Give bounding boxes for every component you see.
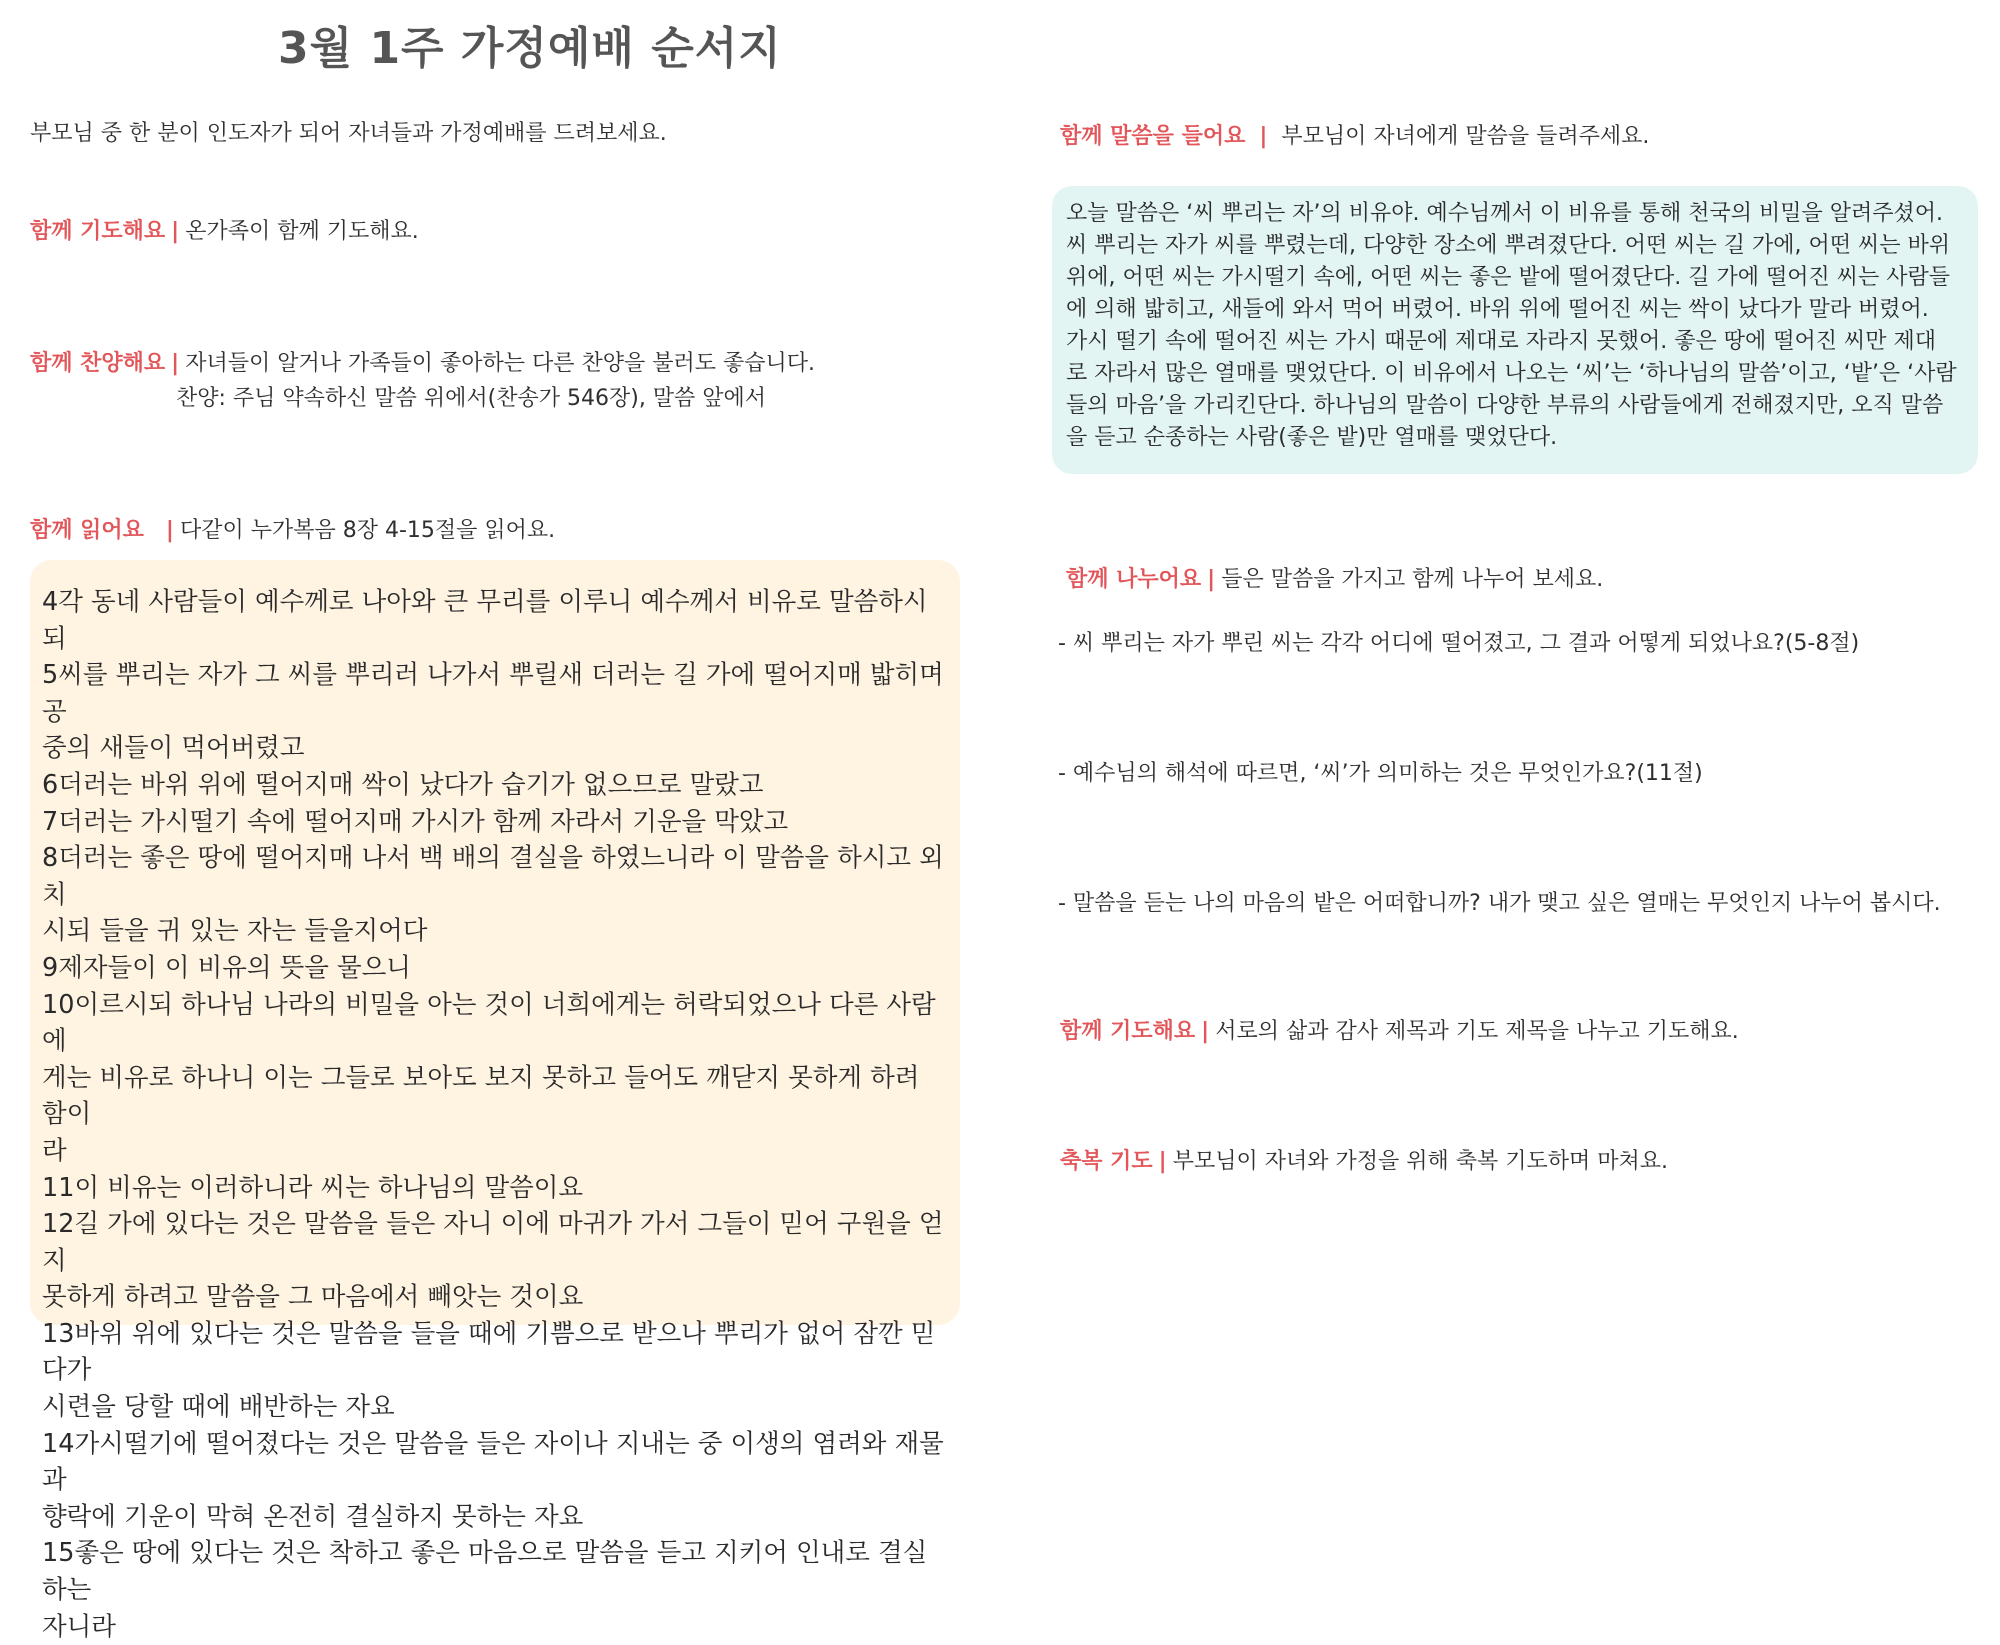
intro-text: 부모님 중 한 분이 인도자가 되어 자녀들과 가정예배를 드려보세요. <box>30 121 667 146</box>
scripture-line: 15좋은 땅에 있다는 것은 착하고 좋은 마음으로 말씀을 듣고 지키어 인내로 결실하는 <box>42 1538 928 1606</box>
scripture-line: 4각 동네 사람들이 예수께로 나아와 큰 무리를 이루니 예수께서 비유로 말씀하시되 <box>42 587 928 654</box>
sermon-line: 들의 마음’을 가리킨단다. 하나님의 말씀이 다양한 부류의 사람들에게 전해졌지만, 오직 말씀 <box>1066 393 1944 418</box>
section-pray-together <box>30 214 419 245</box>
divider-bar: | <box>165 518 174 543</box>
divider-bar: | <box>1207 567 1216 592</box>
section-blessing <box>1060 1144 1668 1175</box>
scripture-line: 6더러는 바위 위에 떨어지매 싹이 났다가 습기가 없으므로 말랐고 <box>42 769 764 800</box>
scripture-line: 시련을 당할 때에 배반하는 자요 <box>42 1392 395 1423</box>
sermon-line: 로 자라서 많은 열매를 맺었단다. 이 비유에서 나오는 ‘씨’는 ‘하나님의 말씀’이고, ‘밭’은 ‘사람 <box>1066 361 1957 386</box>
scripture-line: 12길 가에 있다는 것은 말씀을 들은 자니 이에 마귀가 가서 그들이 믿어 구원을 얻지 <box>42 1209 944 1276</box>
sermon-line: 에 의해 밟히고, 새들에 와서 먹어 버렸어. 바위 위에 떨어진 씨는 싹이 났다가 말라 버렸어. <box>1066 297 1929 322</box>
discussion-question: - 예수님의 해석에 따르면, ‘씨’가 의미하는 것은 무엇인가요?(11절) <box>1058 761 1703 786</box>
section-label: 축복 기도 <box>1060 1149 1153 1174</box>
section-label: 함께 기도해요 <box>30 219 166 244</box>
section-hear-word <box>1060 119 1649 150</box>
section-share-together <box>1066 562 1603 593</box>
scripture-line: 자니라 <box>42 1611 116 1642</box>
scripture-line: 라 <box>42 1135 67 1166</box>
section-praise-together <box>30 346 815 377</box>
scripture-line: 10이르시되 하나님 나라의 비밀을 아는 것이 너희에게는 허락되었으나 다른 사람에 <box>42 989 936 1057</box>
discussion-question: - 씨 뿌리는 자가 뿌린 씨는 각각 어디에 떨어졌고, 그 결과 어떻게 되었나요?(5-8절) <box>1058 631 1860 656</box>
section-label: 함께 읽어요 <box>30 518 144 543</box>
section-pray-again <box>1060 1014 1739 1045</box>
scripture-box <box>30 560 960 1642</box>
scripture-line: 시되 들을 귀 있는 자는 들을지어다 <box>42 916 428 947</box>
section-label: 함께 기도해요 <box>1060 1019 1196 1044</box>
divider-bar: | <box>1259 124 1268 149</box>
sermon-line: 위에, 어떤 씨는 가시떨기 속에, 어떤 씨는 좋은 밭에 떨어졌단다. 길 가에 떨어진 씨는 사람들 <box>1066 265 1950 290</box>
section-text: 들은 말씀을 가지고 함께 나누어 보세요. <box>1221 567 1604 592</box>
scripture-line: 못하게 하려고 말씀을 그 마음에서 빼앗는 것이요 <box>42 1282 584 1313</box>
scripture-line: 게는 비유로 하나니 이는 그들로 보아도 보지 못하고 들어도 깨닫지 못하게 하려 함이 <box>42 1062 920 1130</box>
section-label: 함께 찬양해요 <box>30 351 166 376</box>
discussion-question: - 말씀을 듣는 나의 마음의 밭은 어떠합니까? 내가 맺고 싶은 열매는 무엇인지 나누어 봅시다. <box>1058 891 1941 916</box>
section-text: 자녀들이 알거나 가족들이 좋아하는 다른 찬양을 불러도 좋습니다. <box>185 351 815 376</box>
scripture-line: 중의 새들이 먹어버렸고 <box>42 733 305 764</box>
section-label: 함께 말씀을 들어요 <box>1060 124 1246 149</box>
section-text: 서로의 삶과 감사 제목과 기도 제목을 나누고 기도해요. <box>1215 1019 1739 1044</box>
scripture-line: 5씨를 뿌리는 자가 그 씨를 뿌리러 나가서 뿌릴새 더러는 길 가에 떨어지매 밟히며 공 <box>42 660 944 727</box>
sermon-line: 씨 뿌리는 자가 씨를 뿌렸는데, 다양한 장소에 뿌려졌단다. 어떤 씨는 길 가에, 어떤 씨는 바위 <box>1066 233 1950 258</box>
scripture-line: 8더러는 좋은 땅에 떨어지매 나서 백 배의 결실을 하였느니라 이 말씀을 하시고 외치 <box>42 843 944 910</box>
page-title: 3월 1주 가정예배 순서지 <box>278 23 782 74</box>
scripture-line: 7더러는 가시떨기 속에 떨어지매 가시가 함께 자라서 기운을 막았고 <box>42 806 789 837</box>
scripture-line: 11이 비유는 이러하니라 씨는 하나님의 말씀이요 <box>42 1172 584 1203</box>
section-text: 부모님이 자녀와 가정을 위해 축복 기도하며 마쳐요. <box>1172 1149 1668 1174</box>
divider-bar: | <box>1201 1019 1210 1044</box>
scripture-line: 9제자들이 이 비유의 뜻을 물으니 <box>42 952 411 983</box>
section-text: 다같이 누가복음 8장 4-15절을 읽어요. <box>179 518 556 543</box>
divider-bar: | <box>171 219 180 244</box>
section-label: 함께 나누어요 <box>1066 567 1202 592</box>
scripture-line: 13바위 위에 있다는 것은 말씀을 들을 때에 기쁨으로 받으나 뿌리가 없어 잠깐 믿다가 <box>42 1318 936 1386</box>
section-read-together <box>30 513 555 544</box>
section-text: 부모님이 자녀에게 말씀을 들려주세요. <box>1281 124 1650 149</box>
sermon-line: 가시 떨기 속에 떨어진 씨는 가시 때문에 제대로 자라지 못했어. 좋은 땅에 떨어진 씨만 제대 <box>1066 329 1936 354</box>
sermon-box <box>1052 186 1978 474</box>
section-text: 온가족이 함께 기도해요. <box>185 219 419 244</box>
divider-bar: | <box>1158 1149 1167 1174</box>
praise-songs: 찬양: 주님 약속하신 말씀 위에서(찬송가 546장), 말씀 앞에서 <box>176 386 767 411</box>
scripture-line: 14가시떨기에 떨어졌다는 것은 말씀을 들은 자이나 지내는 중 이생의 염려와 재물과 <box>42 1428 944 1496</box>
sermon-line: 오늘 말씀은 ‘씨 뿌리는 자’의 비유야. 예수님께서 이 비유를 통해 천국의 비밀을 알려주셨어. <box>1066 201 1943 226</box>
scripture-line: 향락에 기운이 막혀 온전히 결실하지 못하는 자요 <box>42 1501 584 1532</box>
sermon-line: 을 듣고 순종하는 사람(좋은 밭)만 열매를 맺었단다. <box>1066 425 1558 450</box>
divider-bar: | <box>171 351 180 376</box>
